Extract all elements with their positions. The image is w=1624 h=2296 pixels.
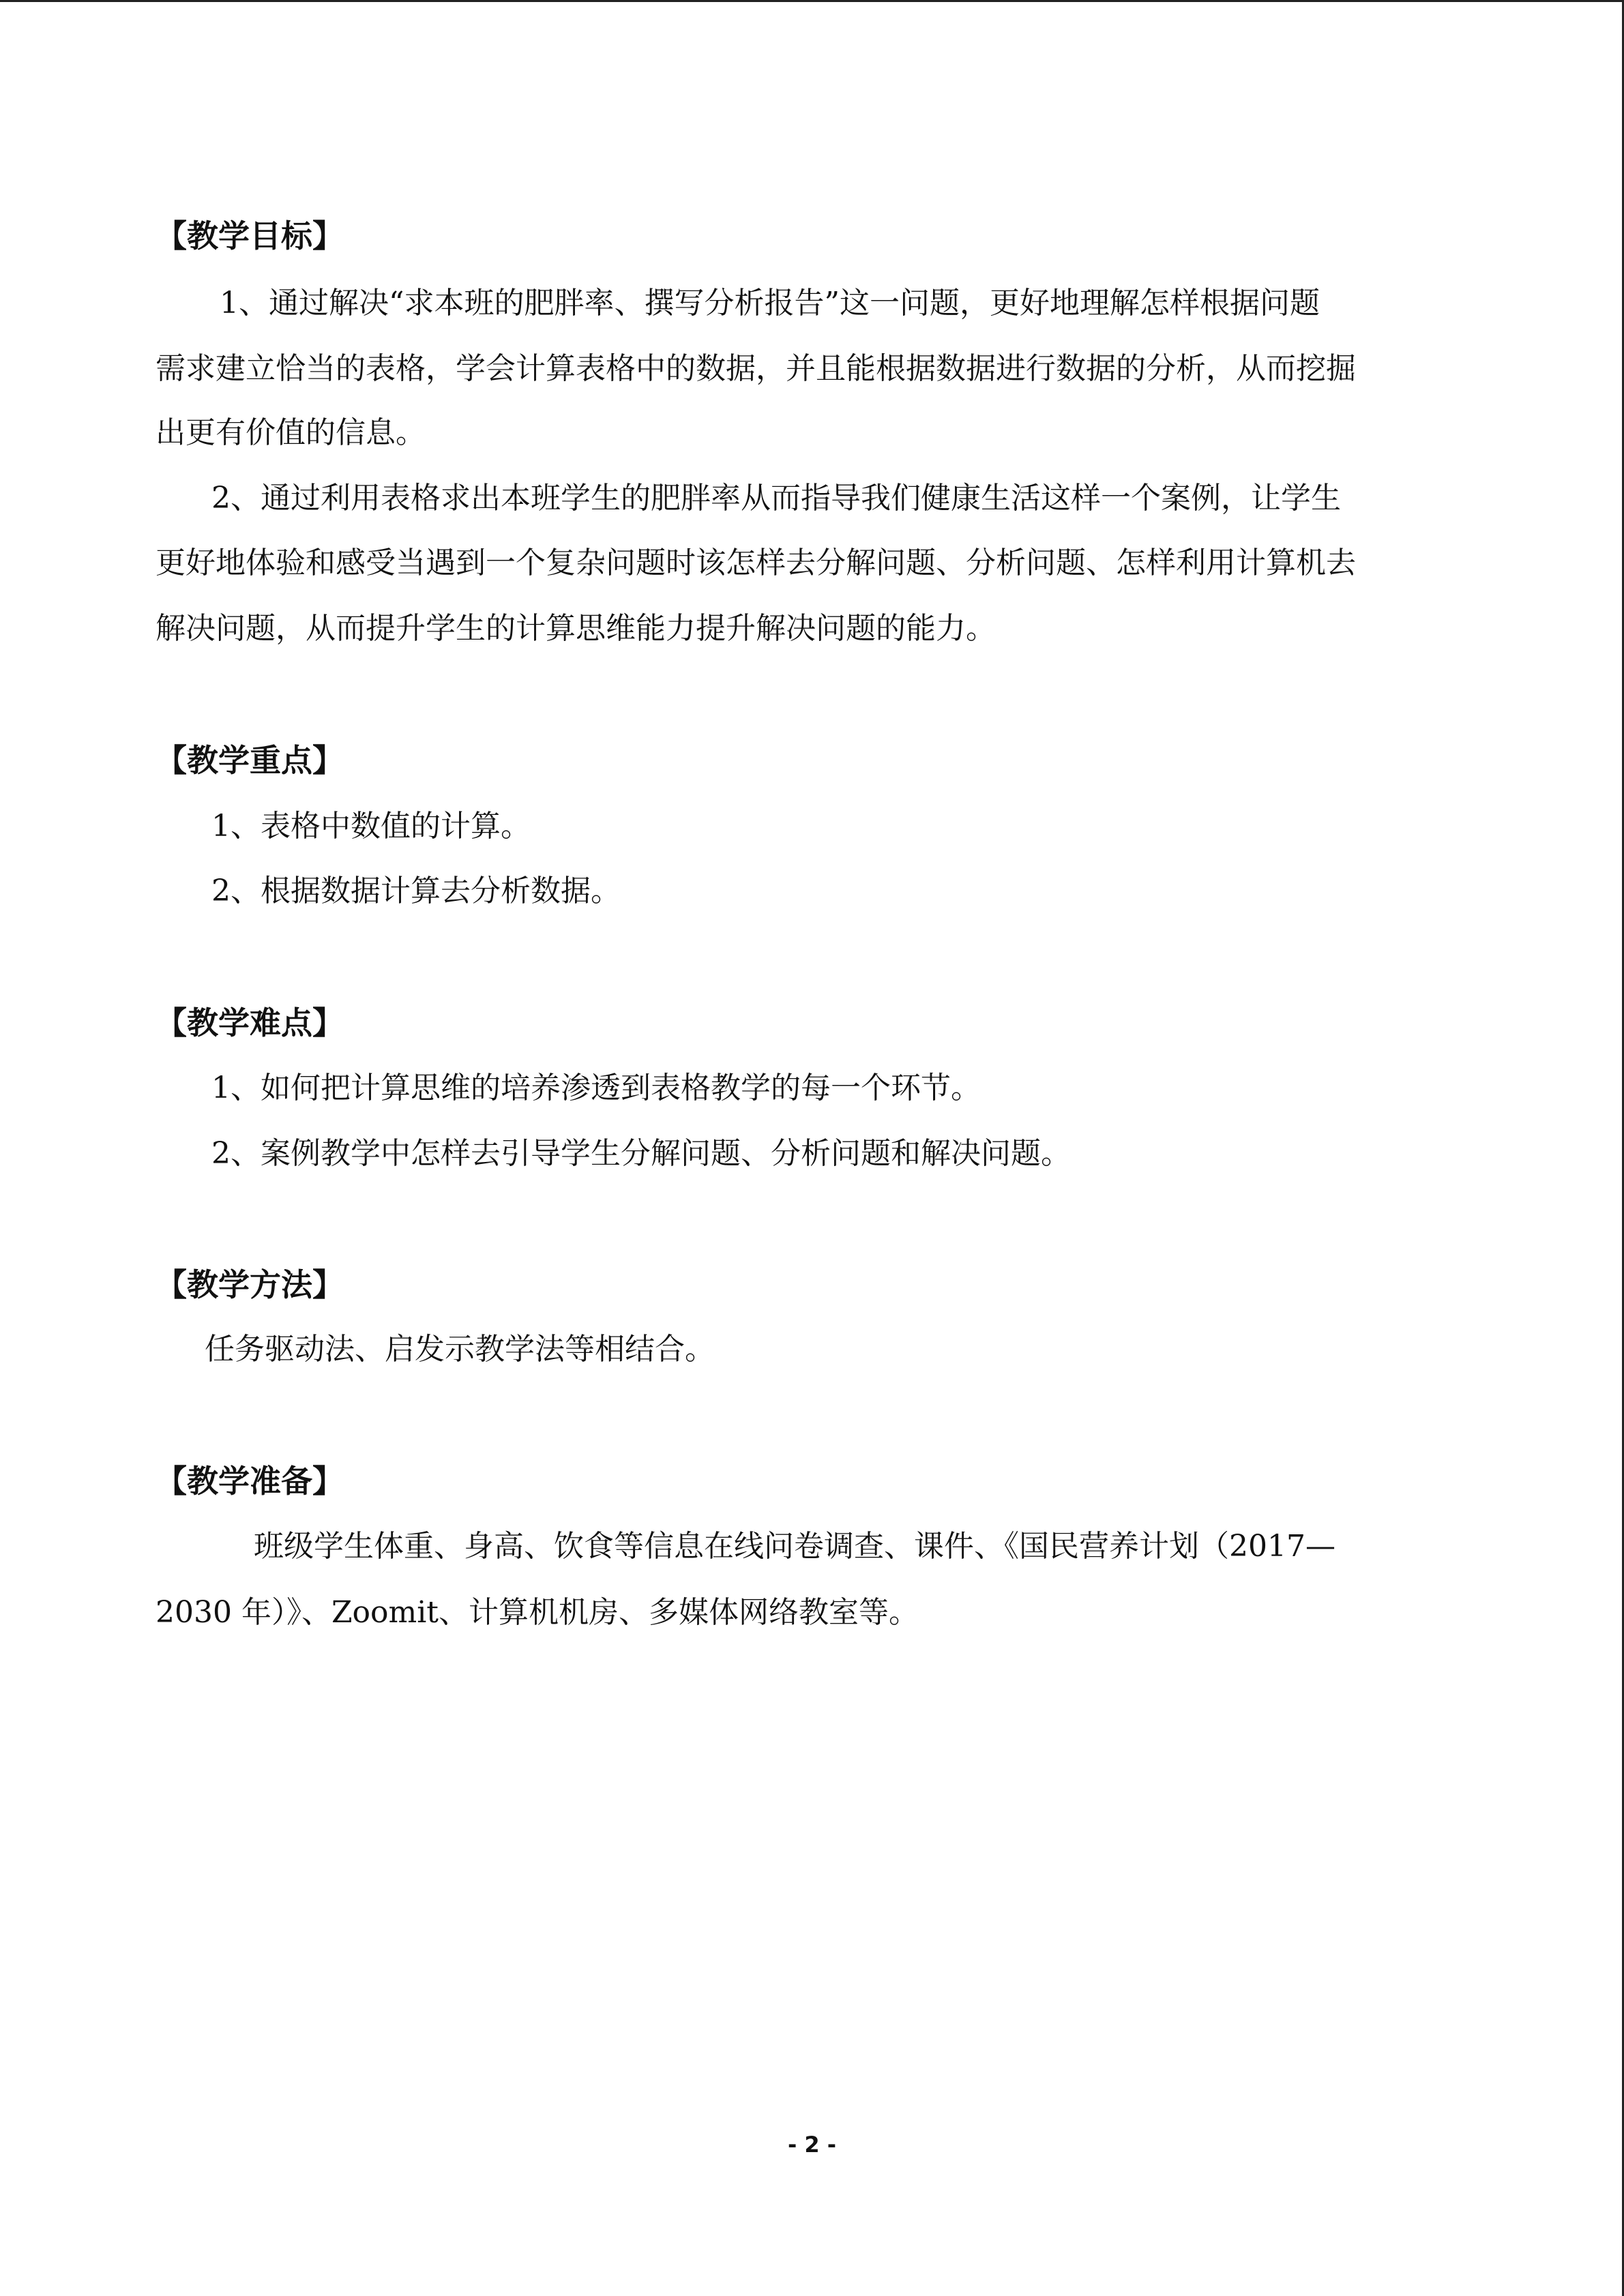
difficulty-1: 1、如何把计算思维的培养渗透到表格教学的每一个环节。: [211, 1071, 981, 1105]
objective-2-line-3: 解决问题，从而提升学生的计算思维能力提升解决问题的能力。: [156, 611, 996, 646]
preparation-line-1: 班级学生体重、身高、饮食等信息在线问卷调查、课件、《国民营养计划（2017—: [254, 1529, 1335, 1564]
page-border-top: [0, 0, 1624, 2]
objective-1-line-2: 需求建立恰当的表格，学会计算表格中的数据，并且能根据数据进行数据的分析，从而挖掘: [156, 351, 1356, 386]
objectives-heading: 【教学目标】: [156, 218, 344, 254]
objective-2-line-2: 更好地体验和感受当遇到一个复杂问题时该怎样去分解问题、分析问题、怎样利用计算机去: [156, 546, 1356, 580]
preparation-line-2: 2030 年）》、Zoomit、计算机机房、多媒体网络教室等。: [156, 1595, 919, 1630]
methods-heading: 【教学方法】: [156, 1266, 344, 1303]
objective-1-line-3: 出更有价值的信息。: [156, 415, 426, 450]
key-point-1: 1、表格中数值的计算。: [211, 809, 531, 844]
key-points-heading: 【教学重点】: [156, 742, 344, 779]
page-number: - 2 -: [787, 2132, 837, 2158]
key-point-2: 2、根据数据计算去分析数据。: [211, 874, 621, 908]
methods-text: 任务驱动法、启发示教学法等相结合。: [205, 1332, 715, 1367]
objective-1-line-1: 1、通过解决“求本班的肥胖率、撰写分析报告”这一问题，更好地理解怎样根据问题: [220, 286, 1320, 320]
difficulties-heading: 【教学难点】: [156, 1004, 344, 1041]
preparation-heading: 【教学准备】: [156, 1463, 344, 1500]
difficulty-2: 2、案例教学中怎样去引导学生分解问题、分析问题和解决问题。: [211, 1136, 1071, 1171]
objective-2-line-1: 2、通过利用表格求出本班学生的肥胖率从而指导我们健康生活这样一个案例，让学生: [211, 481, 1341, 516]
